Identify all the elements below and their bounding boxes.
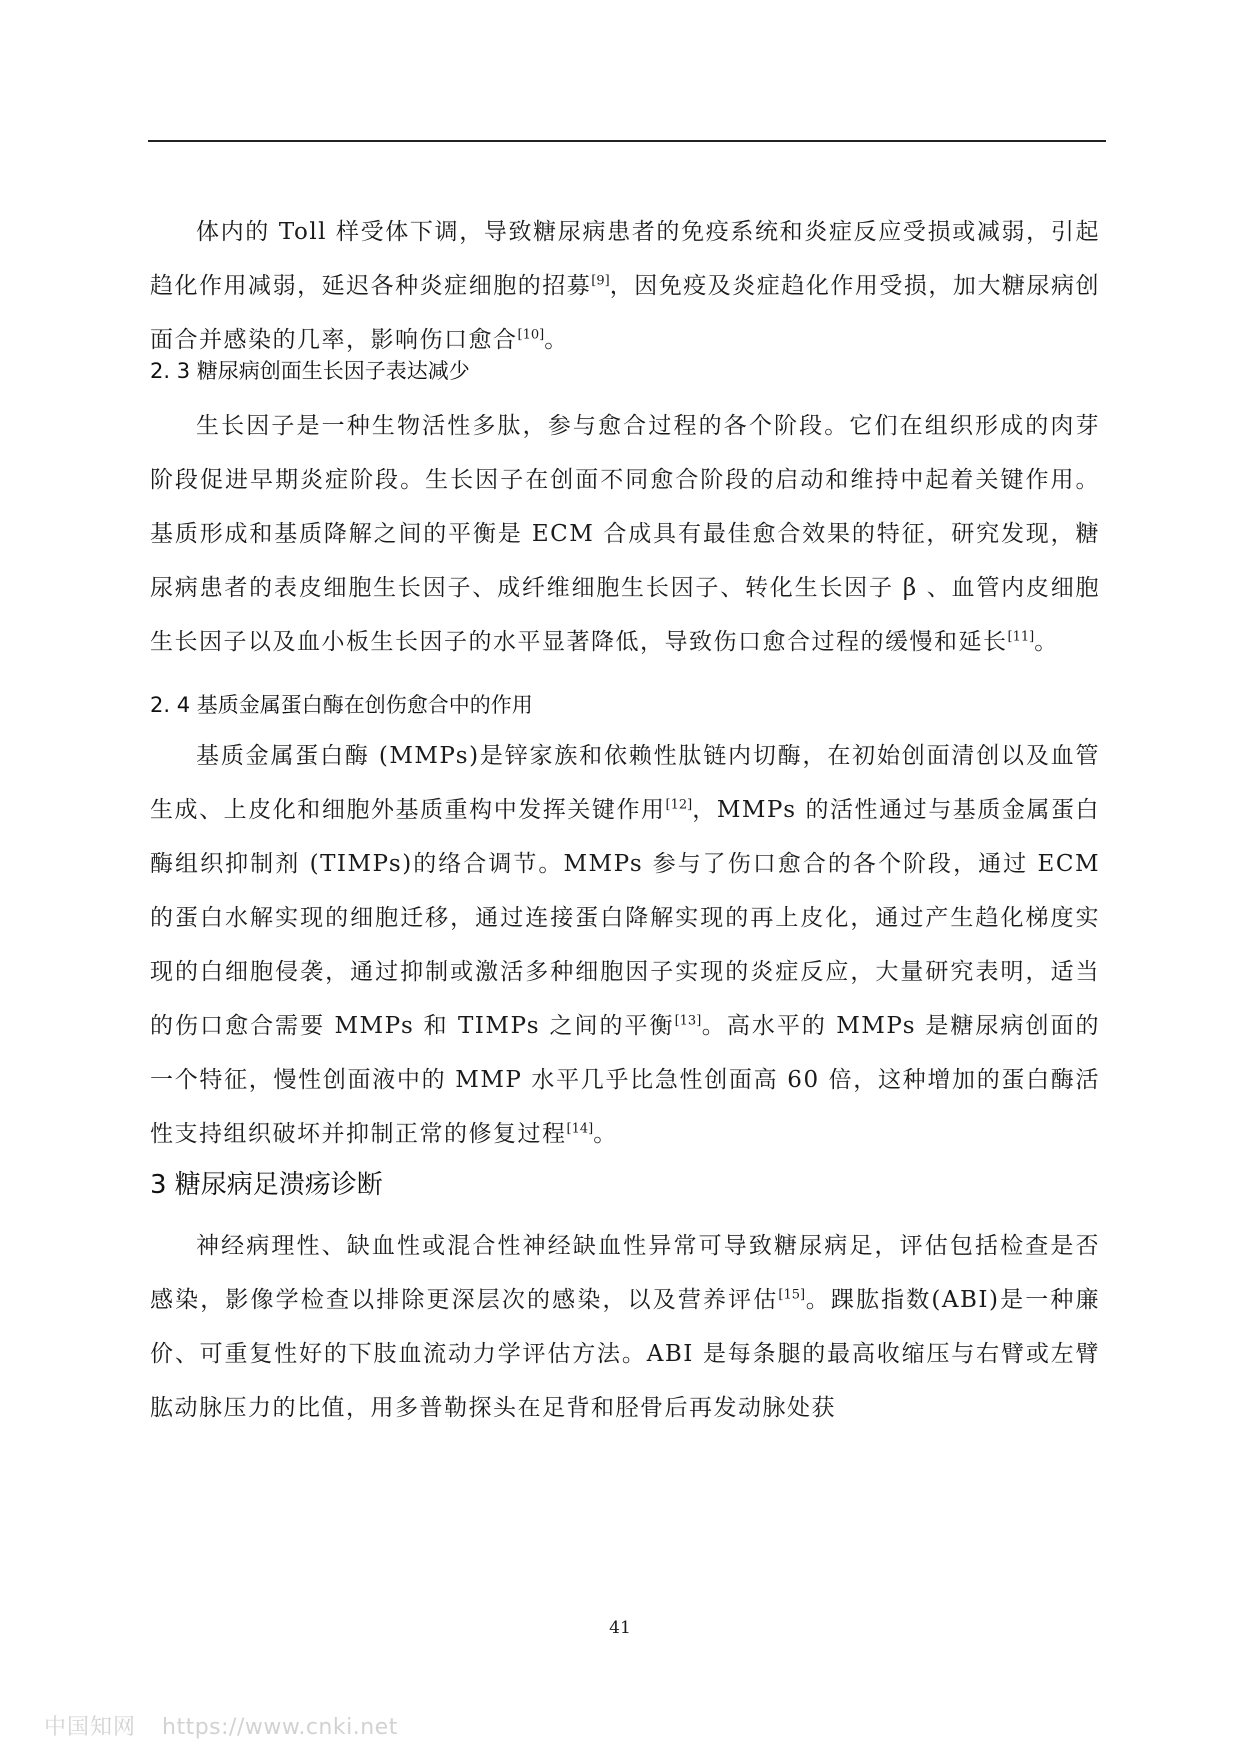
- citation-ref: [9]: [591, 273, 610, 289]
- cnki-watermark: [44, 1710, 398, 1741]
- paragraph-text: 。高水平的 MMPs 是糖尿病创面的一个特征，慢性创面液中的 MMP 水平几乎比急性创面高 60 倍，这种增加的蛋白酶活性支持组织破坏并抑制正常的修复过程: [150, 1013, 1100, 1147]
- watermark-logo-text: 中国知网: [44, 1715, 137, 1740]
- body-paragraph: [150, 729, 1100, 1161]
- body-paragraph: [150, 205, 1100, 367]
- body-paragraph: [150, 399, 1100, 669]
- paragraph-text: 神经病理性、缺血性或混合性神经缺血性异常可导致糖尿病足，评估包括检查是否感染，影像学检查以排除更深层次的感染，以及营养评估: [150, 1233, 1100, 1313]
- section-heading: 3 糖尿病足溃疡诊断: [150, 1170, 383, 1200]
- page-number: 41: [609, 1618, 631, 1638]
- paragraph-text: 体内的 Toll 样受体下调，导致糖尿病患者的免疫系统和炎症反应受损或减弱，引起趋化作用减弱，延迟各种炎症细胞的招募: [150, 219, 1100, 299]
- citation-ref: [14]: [566, 1121, 594, 1137]
- header-rule: [148, 140, 1106, 142]
- citation-ref: [13]: [674, 1013, 702, 1029]
- subsection-heading: 2. 3 糖尿病创面生长因子表达减少: [150, 359, 470, 383]
- subsection-heading: 2. 4 基质金属蛋白酶在创伤愈合中的作用: [150, 693, 533, 717]
- paragraph-text: 。: [593, 1121, 618, 1147]
- paragraph-text: 基质金属蛋白酶 (MMPs)是锌家族和依赖性肽链内切酶，在初始创面清创以及血管生成、上皮化和细胞外基质重构中发挥关键作用: [150, 743, 1100, 823]
- citation-ref: [15]: [778, 1287, 806, 1303]
- citation-ref: [12]: [665, 797, 693, 813]
- paragraph-text: 。: [544, 327, 569, 353]
- page-body: [150, 205, 1100, 1435]
- paragraph-text: ，因免疫及炎症趋化作用受损，加大糖尿病创面合并感染的几率，影响伤口愈合: [150, 273, 1101, 353]
- paragraph-text: 。踝肱指数(ABI)是一种廉价、可重复性好的下肢血流动力学评估方法。ABI 是每条腿的最高收缩压与右臂或左臂肱动脉压力的比值，用多普勒探头在足背和胫骨后再发动脉处获: [150, 1287, 1100, 1421]
- body-paragraph: [150, 1219, 1100, 1435]
- paragraph-text: 生长因子是一种生物活性多肽，参与愈合过程的各个阶段。它们在组织形成的肉芽阶段促进早期炎症阶段。生长因子在创面不同愈合阶段的启动和维持中起着关键作用。基质形成和基质降解之间的平衡是 ECM 合成具有最佳愈合效果的特征，研究发现，糖尿病患者的表皮细胞生长因子、成纤维细胞生长因子、转化生长因子 β 、血管内皮细胞生长因子以及血小板生长因子的水平显著降低，导致伤口愈合过程的缓慢和延长: [150, 413, 1100, 655]
- paragraph-text: ，MMPs 的活性通过与基质金属蛋白酶组织抑制剂 (TIMPs)的络合调节。MMPs 参与了伤口愈合的各个阶段，通过 ECM 的蛋白水解实现的细胞迁移，通过连接蛋白降解实现的再上皮化，通过产生趋化梯度实现的白细胞侵袭，通过抑制或激活多种细胞因子实现的炎症反应，大量研究表明，适当的伤口愈合需要 MMPs 和 TIMPs 之间的平衡: [150, 797, 1101, 1039]
- citation-ref: [11]: [1007, 629, 1035, 645]
- paragraph-text: 。: [1034, 629, 1059, 655]
- watermark-url: https://www.cnki.net: [162, 1715, 398, 1740]
- citation-ref: [10]: [517, 327, 545, 343]
